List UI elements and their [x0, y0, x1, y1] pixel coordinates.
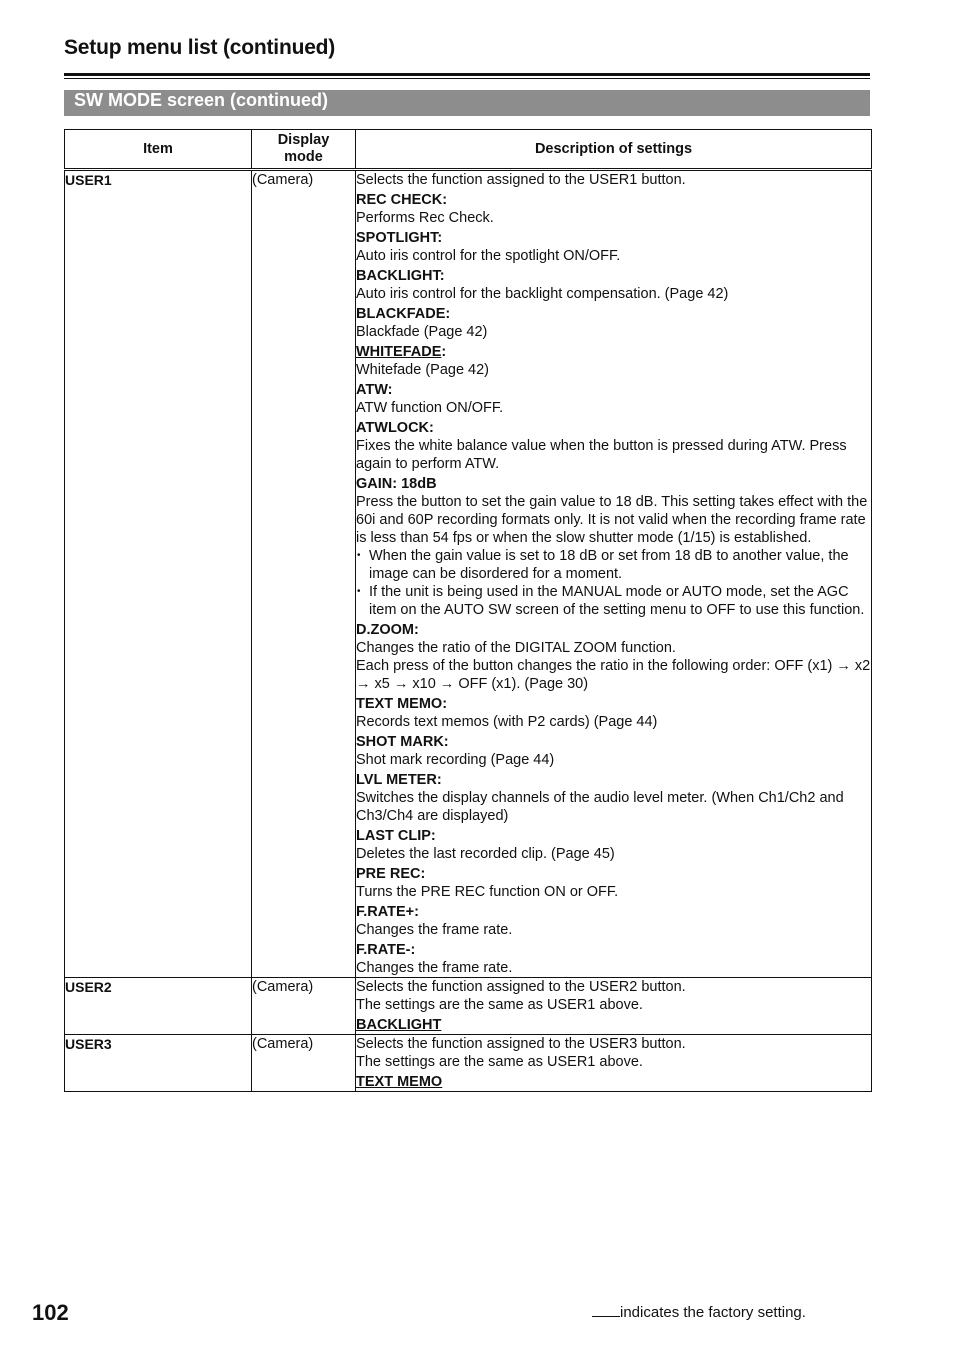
user1-intro: Selects the function assigned to the USER1 button.	[356, 172, 686, 188]
option-whitefade-text: Whitefade (Page 42)	[356, 362, 489, 378]
user2-line1: Selects the function assigned to the USER2 button.	[356, 979, 686, 995]
page-title: Setup menu list (continued)	[64, 36, 336, 59]
option-frate-minus-head: F.RATE-:	[356, 942, 416, 958]
section-heading: SW MODE screen (continued)	[64, 90, 870, 116]
table-header-row	[65, 130, 872, 170]
option-atw-text: ATW function ON/OFF.	[356, 400, 504, 416]
option-frate-plus-text: Changes the frame rate.	[356, 922, 513, 938]
option-atwlock-text: Fixes the white balance value when the button is pressed during ATW. Press again to perform ATW.	[356, 438, 847, 472]
option-last-clip-text: Deletes the last recorded clip. (Page 45)	[356, 846, 615, 862]
page-number: 102	[32, 1300, 69, 1325]
item-user2: USER2	[65, 978, 252, 1035]
option-frate-minus-text: Changes the frame rate.	[356, 960, 513, 976]
option-spotlight-text: Auto iris control for the spotlight ON/OFF.	[356, 248, 621, 264]
user2-factory-default: BACKLIGHT	[356, 1017, 442, 1033]
underline-sample	[592, 1304, 620, 1317]
table-row-user2	[65, 978, 872, 1035]
option-shot-mark-head: SHOT MARK:	[356, 734, 449, 750]
gain-note-bullet: • When the gain value is set to 18 dB or set from 18 dB to another value, the image can be disordered for a moment.	[356, 547, 871, 583]
header-display-mode	[252, 130, 356, 170]
option-gain-text: Press the button to set the gain value to 18 dB. This setting takes effect with the 60i and 60P recording formats only. It is not valid when the recording frame rate is less than 54 fps or when the slow shutter mode (1/15) is established.	[356, 494, 868, 546]
user3-factory-default: TEXT MEMO	[356, 1074, 443, 1090]
option-backlight-head: BACKLIGHT:	[356, 268, 445, 284]
option-whitefade-head: WHITEFADE:	[356, 344, 447, 360]
option-last-clip-head: LAST CLIP:	[356, 828, 436, 844]
option-lvl-meter-text: Switches the display channels of the audio level meter. (When Ch1/Ch2 and Ch3/Ch4 are displayed)	[356, 790, 844, 824]
option-text-memo-text: Records text memos (with P2 cards) (Page 44)	[356, 714, 658, 730]
factory-default-marker: WHITEFADE	[356, 344, 442, 360]
user2-line2: The settings are the same as USER1 above.	[356, 997, 643, 1013]
option-frate-plus-head: F.RATE+:	[356, 904, 419, 920]
option-rec-check-text: Performs Rec Check.	[356, 210, 494, 226]
table-row-user3	[65, 1035, 872, 1092]
description-user1	[356, 170, 872, 978]
gain-note-bullet: • If the unit is being used in the MANUAL mode or AUTO mode, set the AGC item on the AUTO SW screen of the setting menu to OFF to use this function.	[356, 583, 871, 619]
table-row-user1	[65, 170, 872, 978]
description-user3	[356, 1035, 872, 1092]
header-display-mode-line1: Display	[277, 132, 330, 148]
option-blackfade-text: Blackfade (Page 42)	[356, 324, 488, 340]
option-spotlight-head: SPOTLIGHT:	[356, 230, 443, 246]
description-user2	[356, 978, 872, 1035]
item-user1: USER1	[65, 170, 252, 978]
option-atw-head: ATW:	[356, 382, 393, 398]
factory-setting-note	[592, 1304, 806, 1321]
option-dzoom-order: Each press of the button changes the ratio in the following order: OFF (x1) → x2 → x5 → x10 → OFF (x1). (Page 30)	[356, 658, 871, 692]
option-gain-head: GAIN: 18dB	[356, 476, 437, 492]
title-rule-thin	[64, 78, 870, 79]
factory-setting-note-text: indicates the factory setting.	[620, 1304, 806, 1321]
user3-line1: Selects the function assigned to the USER3 button.	[356, 1036, 686, 1052]
option-dzoom-head: D.ZOOM:	[356, 622, 419, 638]
mode-user1: (Camera)	[252, 170, 356, 978]
option-dzoom-text: Changes the ratio of the DIGITAL ZOOM function.	[356, 640, 676, 656]
header-description: Description of settings	[356, 130, 872, 170]
option-backlight-text: Auto iris control for the backlight compensation. (Page 42)	[356, 286, 729, 302]
option-blackfade-head: BLACKFADE:	[356, 306, 451, 322]
option-rec-check-head: REC CHECK:	[356, 192, 448, 208]
user3-line2: The settings are the same as USER1 above.	[356, 1054, 643, 1070]
option-pre-rec-head: PRE REC:	[356, 866, 426, 882]
header-display-mode-line2: mode	[284, 149, 323, 165]
option-atwlock-head: ATWLOCK:	[356, 420, 434, 436]
mode-user3: (Camera)	[252, 1035, 356, 1092]
header-item: Item	[65, 130, 252, 170]
settings-table	[64, 129, 872, 1092]
title-rule	[64, 73, 870, 76]
option-lvl-meter-head: LVL METER:	[356, 772, 442, 788]
mode-user2: (Camera)	[252, 978, 356, 1035]
option-shot-mark-text: Shot mark recording (Page 44)	[356, 752, 555, 768]
option-text-memo-head: TEXT MEMO:	[356, 696, 448, 712]
item-user3: USER3	[65, 1035, 252, 1092]
option-pre-rec-text: Turns the PRE REC function ON or OFF.	[356, 884, 619, 900]
